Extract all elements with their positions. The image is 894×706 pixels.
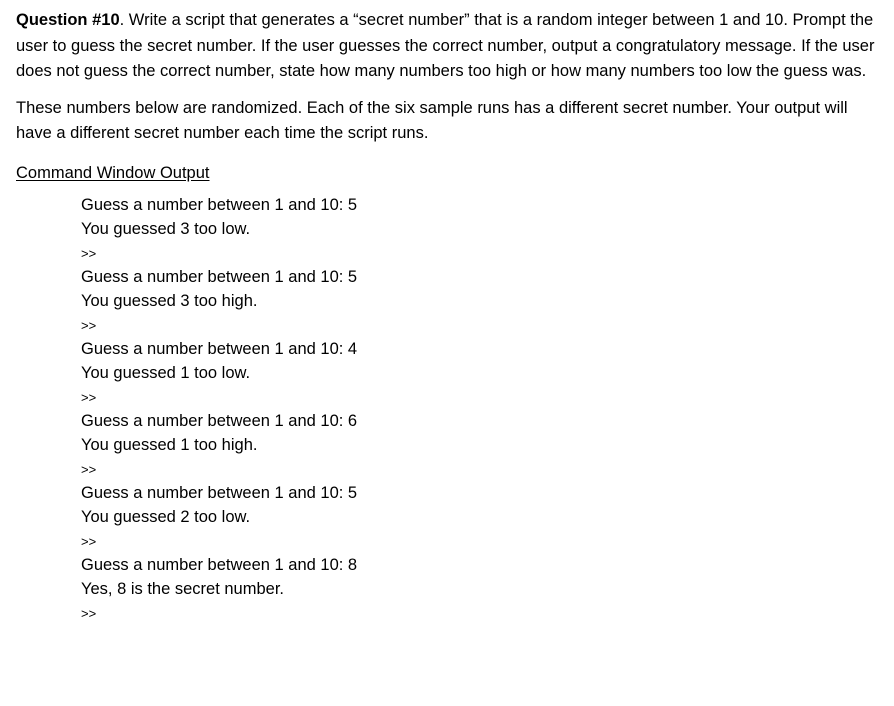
run-response-line: You guessed 1 too high. [81,436,258,454]
run-prompt-line: Guess a number between 1 and 10: 5 [81,195,358,214]
sample-run [81,481,882,553]
command-prompt: >> [81,533,97,549]
sample-run [81,409,882,481]
section-heading: Command Window Output [16,163,210,182]
run-response-line: You guessed 3 too high. [81,292,258,310]
run-prompt-line: Guess a number between 1 and 10: 4 [81,339,358,358]
sample-run [81,265,882,337]
command-prompt: >> [81,389,97,405]
sample-run [81,553,882,625]
run-response-line: You guessed 3 too low. [81,220,251,238]
run-prompt-line: Guess a number between 1 and 10: 6 [81,411,358,430]
command-prompt: >> [81,245,97,261]
question-text: . Write a script that generates a “secret number” that is a random integer between 1 and 10. Prompt the user to guess the secret number. If the user guesses the correct number, output a congratulatory message. If the user does not guess the correct number, state how many numbers too high or how many numbers too low the guess was. [16,11,875,80]
sample-run [81,337,882,409]
run-response-line: Yes, 8 is the secret number. [81,580,285,598]
command-window-output [81,193,882,625]
run-response-line: You guessed 2 too low. [81,508,251,526]
command-prompt: >> [81,605,97,621]
note-paragraph: These numbers below are randomized. Each of the six sample runs has a different secret number. Your output will have a different secret number each time the script runs. [16,98,848,142]
sample-run [81,193,882,265]
run-prompt-line: Guess a number between 1 and 10: 5 [81,267,358,286]
document-page [16,8,882,625]
run-prompt-line: Guess a number between 1 and 10: 8 [81,555,358,574]
command-prompt: >> [81,461,97,477]
question-paragraph [16,8,882,85]
command-prompt: >> [81,317,97,333]
question-label: Question #10 [16,11,120,29]
run-response-line: You guessed 1 too low. [81,364,251,382]
run-prompt-line: Guess a number between 1 and 10: 5 [81,483,358,502]
